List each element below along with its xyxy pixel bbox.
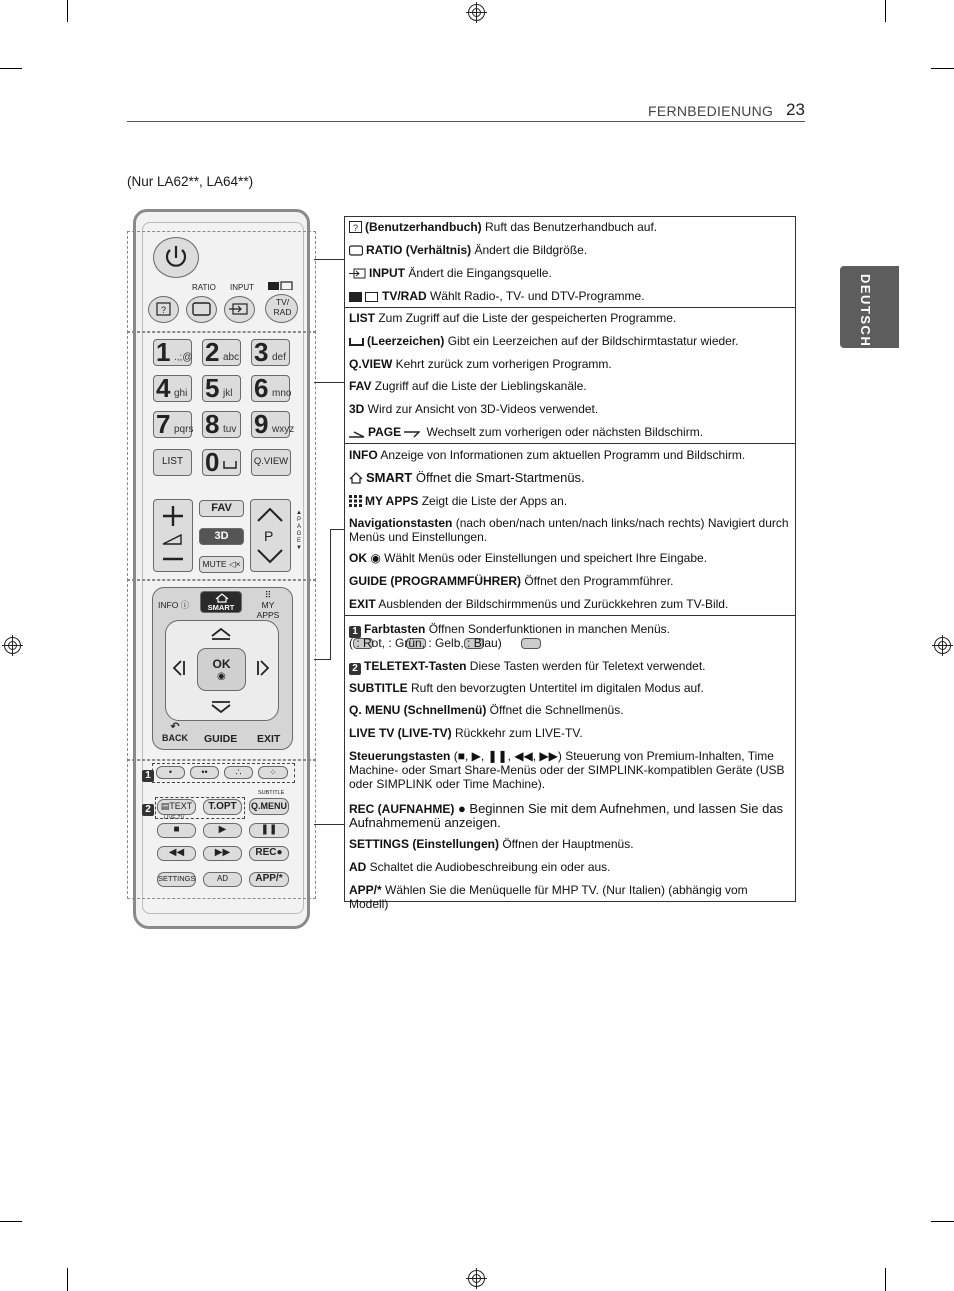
desc-teletext: 2 TELETEXT-Tasten Diese Tasten werden für Teletext verwendet.	[349, 659, 789, 675]
channel-rocker[interactable]	[250, 499, 291, 572]
crop-mark	[0, 68, 22, 69]
digit-4-button[interactable]: 4 ghi	[153, 375, 192, 402]
back-button[interactable]: ↶ BACK	[162, 721, 188, 743]
mute-button[interactable]: MUTE ◁×	[199, 556, 244, 573]
desc-3d: 3D Wird zur Ansicht von 3D-Videos verwendet.	[349, 402, 599, 416]
model-note: (Nur LA62**, LA64**)	[127, 174, 254, 189]
smart-label: SMART	[207, 603, 235, 612]
text-button[interactable]: ▤TEXT	[157, 799, 196, 815]
ad-button[interactable]: AD	[203, 872, 242, 887]
ratio-button[interactable]	[186, 296, 217, 323]
crop-mark	[931, 1221, 954, 1222]
desc-ad: AD Schaltet die Audiobeschreibung ein oder aus.	[349, 860, 611, 874]
digit-8-button[interactable]: 8 tuv	[202, 411, 241, 438]
desc-tv-rad: TV/RAD Wählt Radio-, TV- und DTV-Programme.	[349, 289, 789, 303]
input-button[interactable]	[224, 296, 255, 323]
desc-fav: FAV Zugriff auf die Liste der Lieblingskanäle.	[349, 379, 587, 393]
mute-icon: ◁×	[228, 559, 241, 569]
app-button[interactable]: APP/*	[249, 872, 289, 887]
desc-page: PAGE Wechselt zum vorherigen oder nächsten Bildschirm.	[349, 425, 789, 439]
tv-rad-button[interactable]	[265, 294, 298, 323]
crop-mark	[885, 0, 886, 22]
live-tv-label: LIVE TV	[164, 815, 185, 821]
digit-0-button[interactable]: 0	[202, 449, 241, 476]
ratio-icon	[186, 296, 217, 323]
badge-1: 1	[142, 770, 154, 782]
tv-radio-icon	[268, 281, 294, 290]
input-icon	[224, 296, 255, 323]
registration-mark-icon	[4, 637, 21, 654]
crop-mark	[67, 0, 68, 22]
fast-forward-button[interactable]: ▶▶	[203, 846, 242, 861]
red-key[interactable]: •	[156, 766, 185, 779]
smart-button[interactable]	[200, 591, 242, 613]
help-book-icon	[349, 221, 362, 233]
green-key[interactable]: ••	[190, 766, 219, 779]
page-up-arrow-icon	[349, 430, 365, 438]
desc-subtitle: SUBTITLE Ruft den bevorzugten Untertitel im digitalen Modus auf.	[349, 681, 704, 695]
blue-key-icon	[521, 638, 541, 649]
desc-smart: SMART Öffnet die Smart-Startmenüs.	[349, 471, 789, 485]
registration-mark-icon	[468, 1270, 485, 1287]
stop-button[interactable]: ■	[157, 823, 196, 838]
subtitle-label: SUBTITLE	[258, 790, 285, 796]
back-arrow-icon: ↶	[170, 721, 180, 733]
fav-button[interactable]: FAV	[199, 500, 244, 517]
rec-button[interactable]: REC●	[249, 846, 289, 861]
ratio-label: RATIO	[192, 283, 216, 292]
digit-9-button[interactable]: 9 wxyz	[251, 411, 290, 438]
crop-mark	[0, 1221, 22, 1222]
apps-grid-icon: ⠿	[264, 590, 272, 600]
yellow-key[interactable]: ∴	[224, 766, 253, 779]
desc-settings: SETTINGS (Einstellungen) Öffnen der Hauptmenüs.	[349, 837, 634, 851]
apps-grid-icon	[349, 495, 362, 507]
space-icon	[223, 460, 237, 470]
my-apps-button[interactable]: ⠿ MY APPS	[251, 591, 285, 620]
space-icon	[349, 337, 364, 347]
info-label: INFO ⓘ	[158, 600, 190, 610]
home-icon	[215, 593, 229, 603]
exit-button[interactable]: EXIT	[257, 733, 281, 745]
desc-my-apps: MY APPS Zeigt die Liste der Apps an.	[349, 494, 789, 508]
desc-color-keys: 1 Farbtasten Öffnen Sonderfunktionen in manchen Menüs.	[349, 622, 789, 638]
desc-exit: EXIT Ausblenden der Bildschirmmenüs und Zurückkehren zum TV-Bild.	[349, 597, 729, 611]
page-number: 23	[786, 100, 805, 119]
qview-button[interactable]: Q.VIEW	[251, 449, 291, 476]
desc-ok: OK ◉ Wählt Menüs oder Einstellungen und speichert Ihre Eingabe.	[349, 551, 708, 565]
digit-1-button[interactable]: 1 .,;@	[153, 339, 192, 366]
input-icon	[349, 268, 366, 279]
connector-line	[314, 824, 344, 825]
channel-p-label: P	[264, 528, 274, 544]
ok-dot-icon: ◉	[217, 671, 226, 682]
connector-line	[314, 382, 344, 383]
topt-button[interactable]: T.OPT	[203, 799, 242, 815]
guide-button[interactable]: GUIDE	[204, 733, 238, 745]
ratio-icon	[349, 245, 363, 256]
header-divider	[127, 121, 805, 122]
section-title: FERNBEDIENUNG	[648, 103, 774, 119]
desc-space: (Leerzeichen) Gibt ein Leerzeichen auf der Bildschirmtastatur wieder.	[349, 334, 789, 348]
desc-user-guide: ? (Benutzerhandbuch) Ruft das Benutzerhandbuch auf.	[349, 220, 789, 234]
crop-mark	[885, 1268, 886, 1291]
badge-1-icon: 1	[349, 626, 361, 638]
language-tab-label: DEUTSCH	[858, 274, 873, 348]
volume-icon	[153, 499, 193, 572]
play-button[interactable]: ▶	[203, 823, 242, 838]
ok-label: OK	[212, 657, 231, 671]
desc-navigation: Navigationstasten (nach oben/nach unten/nach links/nach rechts) Navigiert durch Menüs und Einstellungen.	[349, 516, 789, 544]
page-side-label: ▲ P A G E ▼	[296, 510, 302, 551]
connector-line	[330, 529, 344, 530]
ok-button[interactable]	[197, 648, 246, 691]
desc-list: LIST Zum Zugriff auf die Liste der gespeicherten Programme.	[349, 311, 677, 325]
language-tab	[840, 266, 899, 348]
section-divider	[344, 307, 796, 308]
svg-text:?: ?	[352, 223, 359, 233]
section-divider	[344, 615, 796, 616]
page-down-arrow-icon	[404, 430, 420, 438]
digit-7-button[interactable]: 7 pqrs	[153, 411, 192, 438]
desc-color-keys-legend: ( : Rot, : Grün, : Gelb, : Blau)	[349, 636, 789, 650]
desc-info: INFO Anzeige von Informationen zum aktuellen Programm und Bildschirm.	[349, 448, 746, 462]
power-icon	[153, 237, 199, 278]
power-button[interactable]	[153, 237, 199, 278]
badge-2: 2	[142, 804, 154, 816]
user-guide-button[interactable]	[148, 296, 179, 323]
desc-ratio: RATIO (Verhältnis) Ändert die Bildgröße.	[349, 243, 789, 257]
registration-mark-icon	[934, 637, 951, 654]
digit-3-button[interactable]: 3 def	[251, 339, 290, 366]
desc-app: APP/* Wählen Sie die Menüquelle für MHP TV. (Nur Italien) (abhängig vom Modell)	[349, 883, 748, 911]
desc-qview: Q.VIEW Kehrt zurück zum vorherigen Programm.	[349, 357, 612, 371]
3d-button[interactable]: 3D	[199, 528, 244, 545]
record-dot-icon: ●	[276, 847, 283, 858]
list-button[interactable]: LIST	[153, 449, 192, 476]
svg-text:?: ?	[160, 305, 167, 315]
tv-rad-label: TV/ RAD	[273, 297, 292, 317]
crop-mark	[931, 68, 954, 69]
digit-6-button[interactable]: 6 mno	[251, 375, 290, 402]
desc-input: INPUT Ändert die Eingangsquelle.	[349, 266, 789, 280]
pause-button[interactable]: ❚❚	[249, 823, 289, 838]
tv-radio-icon	[349, 291, 379, 302]
crop-mark	[67, 1268, 68, 1291]
desc-guide: GUIDE (PROGRAMMFÜHRER) Öffnet den Programmführer.	[349, 574, 674, 588]
blue-key[interactable]: ⁘	[258, 766, 288, 779]
registration-mark-icon	[468, 4, 485, 21]
desc-control-keys: Steuerungstasten (■, ▶, ❚❚, ◀◀, ▶▶) Steuerung von Premium-Inhalten, Time Machine- oder Smart Share-Menüs oder der SIMPLINK-kompatiblen Geräte (USB oder SIMPLINK oder Time Machine).	[349, 749, 785, 791]
desc-live-tv: LIVE TV (LIVE-TV) Rückkehr zum LIVE-TV.	[349, 726, 583, 740]
home-icon	[349, 472, 363, 484]
rewind-button[interactable]: ◀◀	[157, 846, 196, 861]
digit-2-button[interactable]: 2 abc	[202, 339, 241, 366]
qmenu-button[interactable]: Q.MENU	[249, 798, 289, 815]
connector-line	[314, 659, 331, 660]
desc-qmenu: Q. MENU (Schnellmenü) Öffnet die Schnellmenüs.	[349, 703, 624, 717]
help-book-icon	[148, 296, 179, 323]
connector-line	[314, 259, 344, 260]
section-divider	[344, 443, 796, 444]
desc-rec: REC (AUFNAHME) ● Beginnen Sie mit dem Aufnehmen, und lassen Sie das Aufnahmemenü anzeigen.	[349, 801, 784, 830]
volume-rocker[interactable]	[153, 499, 193, 572]
input-label: INPUT	[230, 283, 254, 292]
connector-line	[330, 529, 331, 659]
ok-dot-icon: ◉	[370, 551, 381, 565]
digit-5-button[interactable]: 5 jkl	[202, 375, 241, 402]
settings-button[interactable]: SETTINGS	[157, 872, 196, 887]
badge-2-icon: 2	[349, 663, 361, 675]
